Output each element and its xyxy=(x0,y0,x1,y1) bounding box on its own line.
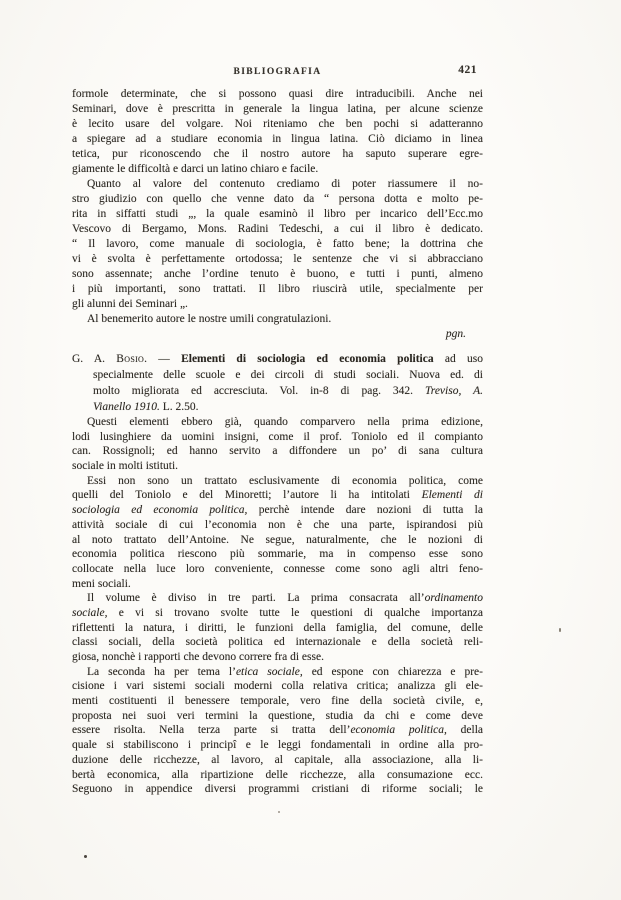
text-line: molto migliorata ed accresciuta. Vol. in-8 di pag. 342. Treviso, A. xyxy=(93,385,483,397)
bibliography-entry xyxy=(72,351,483,415)
text-line: al noto trattato dell’Antoine. Ne segue, naturalmente, che le nozioni di xyxy=(72,533,483,546)
text-line: sociologia ed economia politica, perchè intende dare nozioni di tutta la xyxy=(72,504,483,517)
running-head-title: BIBLIOGRAFIA xyxy=(233,67,322,77)
text-line: è lecito usare del volgare. Noi riteniamo che ben pochi si adatteranno xyxy=(72,118,483,130)
text-line: giamente le difficoltà e darci un latino chiaro e facile. xyxy=(72,163,319,175)
text-line: Al benemerito autore le nostre umili congratulazioni. xyxy=(87,313,332,325)
text-line: meni sociali. xyxy=(72,577,131,590)
paragraph xyxy=(72,312,483,327)
text-line: Il volume è diviso in tre parti. La prima consacrata all’ordinamento xyxy=(87,592,483,605)
text-line: La seconda ha per tema l’etica sociale, ed espone con chiarezza e pre- xyxy=(87,665,483,678)
text-line: menti costituenti il benessere temporale, vero fine della società civile, e, xyxy=(72,695,483,708)
ink-speck xyxy=(84,855,87,858)
text-column xyxy=(72,87,483,797)
text-line: formole determinate, che si possono quasi dire intraducibili. Anche nei xyxy=(72,88,483,100)
text-line: quelli del Toniolo e del Minoretti; l’autore li ha intitolati Elementi di xyxy=(72,489,483,502)
text-line: a spiegare ad a studiare economia in lingua latina. Ciò diciamo in linea xyxy=(72,133,483,145)
text-line: G. A. Bosio. — Elementi di sociologia ed economia politica ad uso xyxy=(72,353,483,365)
text-line: Seguono in appendice diversi programmi cristiani di riforme sociali; le xyxy=(72,783,483,796)
page-header xyxy=(72,66,483,78)
ink-speck xyxy=(559,628,561,632)
text-line: specialmente delle scuole e dei circoli di studi sociali. Nuova ed. di xyxy=(93,369,483,381)
text-line: giosa, nonchè i rapporti che devono correre fra di esse. xyxy=(72,651,324,663)
text-line: riflettenti la natura, i diritti, le funzioni della famiglia, del comune, delle xyxy=(72,621,483,634)
paragraph xyxy=(72,177,483,312)
text-line: lodi lusinghiere da uomini insigni, come il prof. Toniolo ed il compianto xyxy=(72,430,483,443)
text-line: sono assennate; anche l’ordine tenuto è buono, e tutti i punti, almeno xyxy=(72,268,483,280)
text-line: Vianello 1910. L. 2.50. xyxy=(93,401,199,413)
text-line: Questi elementi ebbero già, quando comparvero nella prima edizione, xyxy=(87,416,483,428)
text-line: can. Rossignoli; ed hanno servito a diffondere un po’ di sana cultura xyxy=(72,445,483,458)
text-line: bertà economica, alla ripartizione delle ricchezze, alla consumazione ecc. xyxy=(72,768,483,781)
text-line: Quanto al valore del contenuto crediamo di poter riassumere il no- xyxy=(87,178,483,190)
text-line: collocate nella luce loro conveniente, connesse come sono agli altri feno- xyxy=(72,562,483,575)
text-line: stro giudizio con quello che venne dato da “ persona dotta e molto pe- xyxy=(72,193,483,205)
text-line: economia politica riescono più sommarie, ma in compenso esse sono xyxy=(72,548,483,561)
text-line: gli alunni dei Seminari „. xyxy=(72,298,188,310)
paragraph xyxy=(72,591,483,664)
text-line: i più importanti, sono trattati. Il libro riuscirà utile, specialmente per xyxy=(72,283,483,295)
text-line: vi è svolta è perfettamente ortodossa; le sentenze che vi si abbracciano xyxy=(72,253,483,265)
text-line: rita in siffatti studi „, la quale esaminò il libro per incarico dell’Ecc.mo xyxy=(72,208,483,220)
text-line: classi sociali, della società politica ed internazionale e della società reli- xyxy=(72,636,483,649)
text-line: sociale, e vi si trovano svolte tutte le questioni di qualche importanza xyxy=(72,606,483,619)
page-number: 421 xyxy=(458,64,477,76)
text-line: tetica, pur riconoscendo che il nostro autore ha saputo superare egre- xyxy=(72,148,483,160)
text-line: attività sociale di cui l’economia non è che una parte, ispirandosi più xyxy=(72,518,483,531)
text-line: quale si stabiliscono i principî e le leggi fondamentali in ordine alla pro- xyxy=(72,739,483,752)
reviewer-signature xyxy=(72,327,483,342)
text-line: pgn. xyxy=(445,328,466,340)
paragraph xyxy=(72,415,483,474)
text-line: Vescovo di Bergamo, Mons. Radini Tedeschi, a cui il libro è dedicato. xyxy=(72,223,483,235)
text-line: “ Il lavoro, come manuale di sociologia, è fatto bene; la dottrina che xyxy=(72,238,483,250)
paragraph xyxy=(72,87,483,177)
text-line: sociale in molti istituti. xyxy=(72,460,179,473)
text-line: proposta nei suoi veri termini la questione, studia da chi e come deve xyxy=(72,709,483,722)
paragraph xyxy=(72,474,483,592)
text-line: Seminari, dove è prescritta in generale la lingua latina, per alcune scienze xyxy=(72,103,483,115)
text-line: duzione delle ricchezze, al lavoro, al capitale, alla associazione, alla li- xyxy=(72,753,483,766)
text-line: cisione i vari sistemi sociali moderni colla relativa critica; analizza gli ele- xyxy=(72,680,483,693)
text-line: Essi non sono un trattato esclusivamente di economia politica, come xyxy=(87,474,483,487)
ink-speck xyxy=(278,811,280,813)
paragraph xyxy=(72,665,483,797)
text-line: essere risolta. Nella terza parte si tratta dell’economia politica, della xyxy=(72,724,483,737)
